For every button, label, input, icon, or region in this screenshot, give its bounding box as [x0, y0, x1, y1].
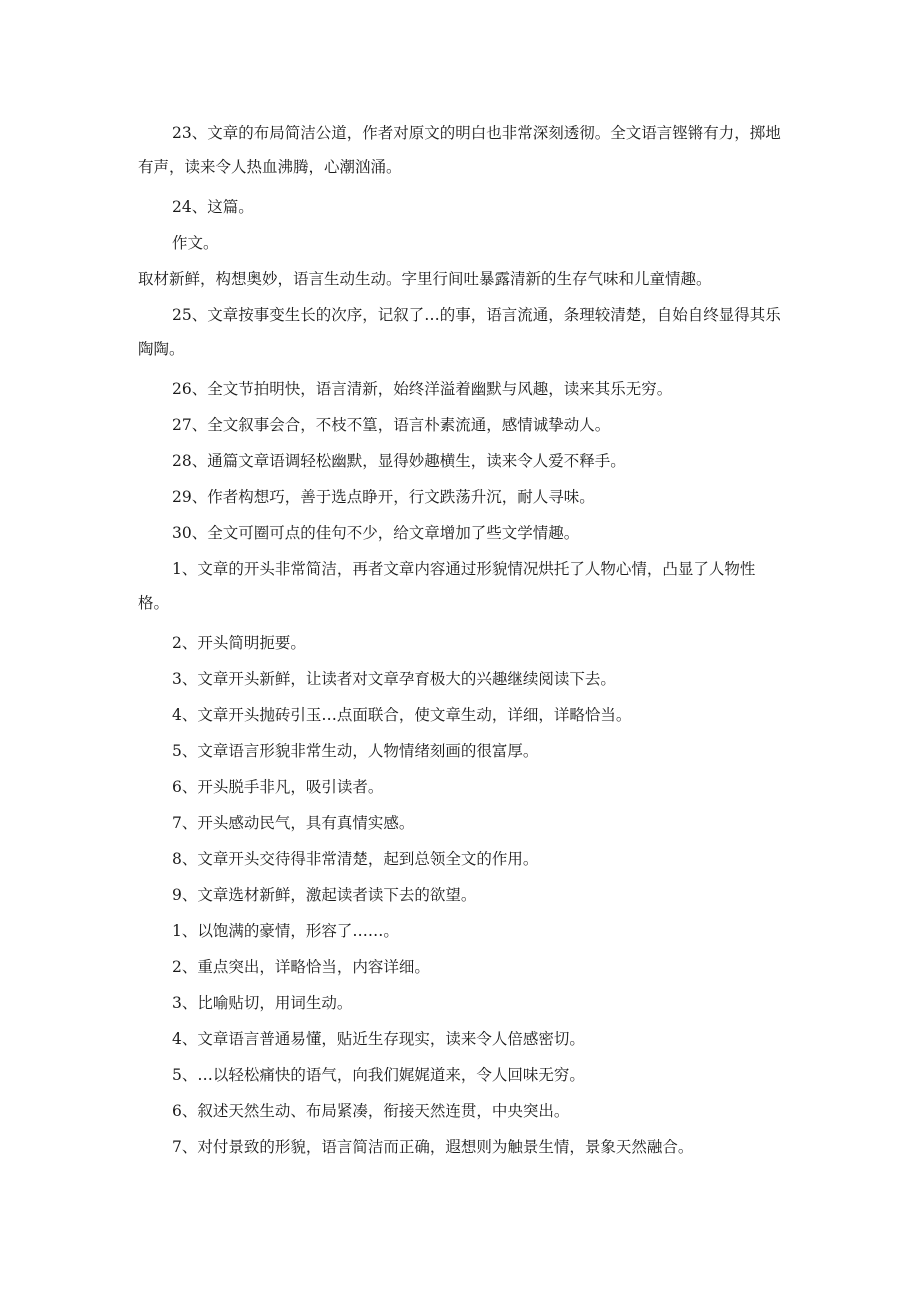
paragraph-b2: 2、开头简明扼要。	[172, 634, 306, 652]
paragraph-b8: 8、文章开头交待得非常清楚，起到总领全文的作用。	[172, 850, 539, 868]
paragraph-28: 28、通篇文章语调轻松幽默，显得妙趣横生，读来令人爱不释手。	[172, 452, 626, 470]
paragraph-23: 23、文章的布局简洁公道，作者对原文的明白也非常深刻透彻。全文语言铿锵有力，掷地有声，读来令人热血沸腾，心潮汹涌。	[138, 124, 781, 176]
paragraph-29: 29、作者构想巧，善于选点睁开，行文跌荡升沉，耐人寻味。	[172, 488, 595, 506]
paragraph-25: 25、文章按事变生长的次序，记叙了…的事，语言流通，条理较清楚，自始自终显得其乐陶陶。	[138, 306, 781, 358]
paragraph-b4: 4、文章开头抛砖引玉…点面联合，使文章生动，详细，详略恰当。	[172, 706, 632, 724]
paragraph-b9: 9、文章选材新鲜，激起读者读下去的欲望。	[172, 886, 477, 904]
paragraph-c3: 3、比喻贴切，用词生动。	[172, 994, 353, 1012]
paragraph-c5: 5、…以轻松痛快的语气，向我们娓娓道来，令人回味无穷。	[172, 1066, 585, 1084]
paragraph-c6: 6、叙述天然生动、布局紧凑，衔接天然连贯，中央突出。	[172, 1102, 570, 1120]
paragraph-b6: 6、开头脱手非凡，吸引读者。	[172, 778, 384, 796]
paragraph-zuowen: 作文。	[172, 234, 219, 252]
paragraph-24: 24、这篇。	[172, 198, 254, 216]
paragraph-quCai: 取材新鲜，构想奥妙，语言生动生动。字里行间吐暴露清新的生存气味和儿童情趣。	[138, 270, 712, 288]
paragraph-c1: 1、以饱满的豪情，形容了……。	[172, 922, 399, 940]
paragraph-c4: 4、文章语言普通易懂，贴近生存现实，读来令人倍感密切。	[172, 1030, 585, 1048]
paragraph-c2: 2、重点突出，详略恰当，内容详细。	[172, 958, 430, 976]
paragraph-27: 27、全文叙事会合，不枝不篁，语言朴素流通，感情诚挚动人。	[172, 416, 611, 434]
paragraph-26: 26、全文节拍明快，语言清新，始终洋溢着幽默与风趣，读来其乐无穷。	[172, 380, 673, 398]
paragraph-b5: 5、文章语言形貌非常生动，人物情绪刻画的很富厚。	[172, 742, 539, 760]
paragraph-b1: 1、文章的开头非常简洁，再者文章内容通过形貌情况烘托了人物心情，凸显了人物性格。	[138, 560, 756, 612]
paragraph-b3: 3、文章开头新鲜，让读者对文章孕育极大的兴趣继续阅读下去。	[172, 670, 616, 688]
paragraph-30: 30、全文可圈可点的佳句不少，给文章增加了些文学情趣。	[172, 524, 580, 542]
paragraph-b7: 7、开头感动民气，具有真情实感。	[172, 814, 415, 832]
paragraph-c7: 7、对付景致的形貌，语言简洁而正确，遐想则为触景生情，景象天然融合。	[172, 1138, 694, 1156]
